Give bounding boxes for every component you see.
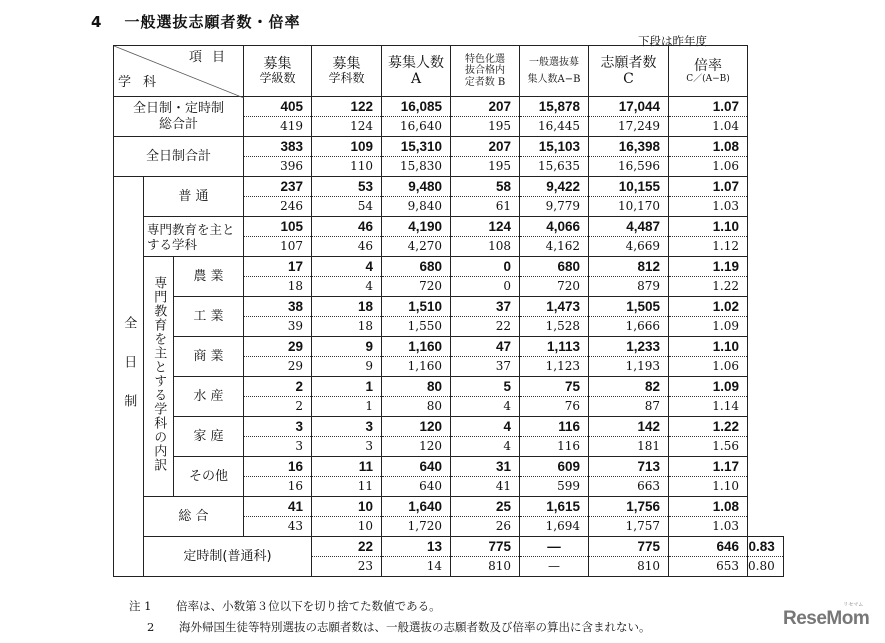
cell-senmon-cur-0: 105 [244, 217, 312, 237]
cell-futsu-prev-4: 9,779 [520, 197, 589, 217]
cell-suisan-prev-5: 87 [589, 397, 669, 417]
cell-kogyo-prev-1: 18 [312, 317, 382, 337]
cell-sonota-cur-3: 31 [451, 457, 520, 477]
cell-futsu-prev-6: 1.03 [669, 197, 748, 217]
cell-futsu-prev-1: 54 [312, 197, 382, 217]
cell-sonota-prev-6: 1.10 [669, 477, 748, 497]
cell-katei-prev-1: 3 [312, 437, 382, 457]
cell-shogyo-prev-0: 29 [244, 357, 312, 377]
cell-suisan-cur-6: 1.09 [669, 377, 748, 397]
cell-zen_total-cur-0: 383 [244, 137, 312, 157]
cell-katei-cur-5: 142 [589, 417, 669, 437]
cell-teiji-prev-6: 0.80 [748, 557, 784, 577]
cell-zen_teiji-cur-5: 17,044 [589, 97, 669, 117]
cell-nogyo-prev-0: 18 [244, 277, 312, 297]
col-classes: 募集 学級数 [244, 46, 312, 97]
cell-suisan-prev-2: 80 [382, 397, 451, 417]
cell-kogyo-cur-0: 38 [244, 297, 312, 317]
row-label-senmon: 専門教育を主とする学科 [144, 217, 244, 257]
cell-futsu-cur-5: 10,155 [589, 177, 669, 197]
cell-zen_teiji-cur-4: 15,878 [520, 97, 589, 117]
row-label-sogo: 総 合 [144, 497, 244, 537]
cell-sonota-cur-1: 11 [312, 457, 382, 477]
cell-zen_total-cur-3: 207 [451, 137, 520, 157]
cell-nogyo-cur-5: 812 [589, 257, 669, 277]
cell-zen_teiji-prev-1: 124 [312, 117, 382, 137]
cell-nogyo-prev-5: 879 [589, 277, 669, 297]
col-applicants-c: 志願者数 C [589, 46, 669, 97]
cell-suisan-cur-1: 1 [312, 377, 382, 397]
cell-senmon-prev-1: 46 [312, 237, 382, 257]
cell-teiji-cur-5: 646 [669, 537, 748, 557]
cell-kogyo-prev-2: 1,550 [382, 317, 451, 337]
cell-shogyo-cur-0: 29 [244, 337, 312, 357]
cell-teiji-cur-2: 775 [451, 537, 520, 557]
cell-shogyo-cur-6: 1.10 [669, 337, 748, 357]
cell-kogyo-prev-3: 22 [451, 317, 520, 337]
row-label-kogyo: 工 業 [174, 297, 244, 337]
cell-kogyo-prev-4: 1,528 [520, 317, 589, 337]
cell-teiji-prev-1: 14 [382, 557, 451, 577]
cell-teiji-cur-1: 13 [382, 537, 451, 557]
cell-nogyo-prev-1: 4 [312, 277, 382, 297]
cell-kogyo-cur-2: 1,510 [382, 297, 451, 317]
cell-teiji-prev-4: 810 [589, 557, 669, 577]
row-label-zen_total: 全日制合計 [114, 137, 244, 177]
cell-shogyo-cur-2: 1,160 [382, 337, 451, 357]
cell-futsu-cur-1: 53 [312, 177, 382, 197]
footnote-2: 2 海外帰国生徒等特別選抜の志願者数は、一般選抜の志願者数及び倍率の算出に含まれない。 [147, 620, 651, 634]
cell-suisan-cur-5: 82 [589, 377, 669, 397]
cell-senmon-cur-6: 1.10 [669, 217, 748, 237]
cell-shogyo-cur-5: 1,233 [589, 337, 669, 357]
cell-sogo-cur-1: 10 [312, 497, 382, 517]
cell-sonota-cur-4: 609 [520, 457, 589, 477]
cell-kogyo-cur-1: 18 [312, 297, 382, 317]
cell-katei-prev-4: 116 [520, 437, 589, 457]
cell-katei-cur-2: 120 [382, 417, 451, 437]
cell-sogo-cur-5: 1,756 [589, 497, 669, 517]
row-label-shogyo: 商 業 [174, 337, 244, 377]
cell-katei-prev-0: 3 [244, 437, 312, 457]
cell-futsu-prev-5: 10,170 [589, 197, 669, 217]
cell-shogyo-prev-3: 37 [451, 357, 520, 377]
cell-nogyo-cur-0: 17 [244, 257, 312, 277]
cell-sogo-prev-1: 10 [312, 517, 382, 537]
cell-suisan-cur-2: 80 [382, 377, 451, 397]
cell-zen_teiji-prev-3: 195 [451, 117, 520, 137]
cell-suisan-prev-0: 2 [244, 397, 312, 417]
cell-sogo-prev-0: 43 [244, 517, 312, 537]
col-capacity-a: 募集人数 A [382, 46, 451, 97]
table-row-shogyo-current [114, 337, 784, 357]
cell-sonota-prev-4: 599 [520, 477, 589, 497]
cell-zen_teiji-cur-0: 405 [244, 97, 312, 117]
cell-zen_total-cur-6: 1.08 [669, 137, 748, 157]
cell-nogyo-prev-4: 720 [520, 277, 589, 297]
cell-senmon-prev-6: 1.12 [669, 237, 748, 257]
section-title [91, 11, 300, 32]
cell-zen_total-prev-4: 15,635 [520, 157, 589, 177]
cell-kogyo-prev-6: 1.09 [669, 317, 748, 337]
cell-kogyo-cur-3: 37 [451, 297, 520, 317]
cell-katei-prev-5: 181 [589, 437, 669, 457]
table-row-kogyo-current [114, 297, 784, 317]
cell-zen_total-prev-5: 16,596 [589, 157, 669, 177]
table-row-suisan-current [114, 377, 784, 397]
cell-shogyo-prev-5: 1,193 [589, 357, 669, 377]
cell-teiji-prev-0: 23 [312, 557, 382, 577]
row-label-sonota: その他 [174, 457, 244, 497]
cell-katei-cur-1: 3 [312, 417, 382, 437]
cell-sonota-prev-3: 41 [451, 477, 520, 497]
section-title-text: 一般選抜志願者数・倍率 [124, 13, 301, 31]
cell-sogo-cur-4: 1,615 [520, 497, 589, 517]
section-number: 4 [91, 13, 103, 31]
cell-zen_total-cur-2: 15,310 [382, 137, 451, 157]
cell-futsu-cur-2: 9,480 [382, 177, 451, 197]
cell-nogyo-prev-2: 720 [382, 277, 451, 297]
cell-teiji-cur-0: 22 [312, 537, 382, 557]
row-label-zennichi: 全日制 [114, 177, 144, 577]
cell-futsu-cur-4: 9,422 [520, 177, 589, 197]
cell-sonota-cur-0: 16 [244, 457, 312, 477]
cell-zen_teiji-cur-1: 122 [312, 97, 382, 117]
cell-teiji-prev-2: 810 [451, 557, 520, 577]
applicants-table [113, 45, 784, 577]
cell-sogo-cur-0: 41 [244, 497, 312, 517]
cell-sogo-cur-2: 1,640 [382, 497, 451, 517]
cell-teiji-prev-3: — [520, 557, 589, 577]
table-row-nogyo-current [114, 257, 784, 277]
cell-shogyo-prev-4: 1,123 [520, 357, 589, 377]
cell-nogyo-cur-3: 0 [451, 257, 520, 277]
row-label-katei: 家 庭 [174, 417, 244, 457]
cell-suisan-prev-3: 4 [451, 397, 520, 417]
cell-katei-cur-3: 4 [451, 417, 520, 437]
row-label-zen_teiji: 全日制・定時制 総合計 [114, 97, 244, 137]
cell-zen_total-prev-2: 15,830 [382, 157, 451, 177]
table-row-teiji-current [114, 537, 784, 557]
table-row-katei-current [114, 417, 784, 437]
cell-suisan-cur-3: 5 [451, 377, 520, 397]
cell-sogo-cur-6: 1.08 [669, 497, 748, 517]
cell-suisan-prev-1: 1 [312, 397, 382, 417]
cell-senmon-cur-1: 46 [312, 217, 382, 237]
cell-futsu-prev-0: 246 [244, 197, 312, 217]
table-row-zen_teiji-current [114, 97, 784, 117]
cell-katei-prev-2: 120 [382, 437, 451, 457]
cell-senmon-prev-4: 4,162 [520, 237, 589, 257]
cell-senmon-cur-5: 4,487 [589, 217, 669, 237]
cell-zen_teiji-prev-0: 419 [244, 117, 312, 137]
cell-sogo-cur-3: 25 [451, 497, 520, 517]
corner-header [114, 46, 244, 97]
cell-suisan-prev-4: 76 [520, 397, 589, 417]
col-ratio: 倍率 C／(A−B) [669, 46, 748, 97]
cell-teiji-cur-6: 0.83 [748, 537, 784, 557]
cell-nogyo-prev-3: 0 [451, 277, 520, 297]
cell-nogyo-cur-4: 680 [520, 257, 589, 277]
cell-sonota-prev-5: 663 [589, 477, 669, 497]
cell-zen_teiji-prev-6: 1.04 [669, 117, 748, 137]
cell-senmon-prev-2: 4,270 [382, 237, 451, 257]
cell-senmon-cur-3: 124 [451, 217, 520, 237]
cell-senmon-prev-3: 108 [451, 237, 520, 257]
cell-katei-cur-4: 116 [520, 417, 589, 437]
cell-sogo-prev-4: 1,694 [520, 517, 589, 537]
row-label-senmon-breakdown: 専門教育を主とする学科の内訳 [144, 257, 174, 497]
cell-futsu-prev-3: 61 [451, 197, 520, 217]
cell-kogyo-prev-5: 1,666 [589, 317, 669, 337]
cell-sonota-prev-2: 640 [382, 477, 451, 497]
footnote-1: 注 1 倍率は、小数第３位以下を切り捨てた数値である。 [129, 599, 441, 613]
table-row-senmon-current [114, 217, 784, 237]
cell-senmon-cur-2: 4,190 [382, 217, 451, 237]
cell-futsu-cur-3: 58 [451, 177, 520, 197]
cell-shogyo-cur-1: 9 [312, 337, 382, 357]
cell-futsu-cur-0: 237 [244, 177, 312, 197]
row-label-nogyo: 農 業 [174, 257, 244, 297]
cell-zen_total-cur-4: 15,103 [520, 137, 589, 157]
col-departments: 募集 学科数 [312, 46, 382, 97]
cell-sonota-prev-1: 11 [312, 477, 382, 497]
lower-row-note: 下段は昨年度 [638, 34, 707, 48]
cell-zen_total-cur-1: 109 [312, 137, 382, 157]
cell-senmon-prev-5: 4,669 [589, 237, 669, 257]
cell-zen_teiji-prev-2: 16,640 [382, 117, 451, 137]
cell-kogyo-cur-6: 1.02 [669, 297, 748, 317]
resemom-logo: ReseMom リセマム [783, 602, 870, 629]
cell-kogyo-cur-4: 1,473 [520, 297, 589, 317]
table-row-futsu-current [114, 177, 784, 197]
col-special-b: 特色化選 抜合格内 定者数 B [451, 46, 520, 97]
cell-suisan-cur-0: 2 [244, 377, 312, 397]
cell-shogyo-prev-2: 1,160 [382, 357, 451, 377]
row-label-teiji: 定時制(普通科) [144, 537, 312, 577]
cell-shogyo-cur-4: 1,113 [520, 337, 589, 357]
cell-shogyo-prev-6: 1.06 [669, 357, 748, 377]
cell-futsu-cur-6: 1.07 [669, 177, 748, 197]
cell-katei-prev-3: 4 [451, 437, 520, 457]
cell-suisan-prev-6: 1.14 [669, 397, 748, 417]
cell-sogo-prev-3: 26 [451, 517, 520, 537]
cell-nogyo-prev-6: 1.22 [669, 277, 748, 297]
cell-kogyo-prev-0: 39 [244, 317, 312, 337]
corner-item-label: 項目 [188, 50, 235, 65]
cell-sonota-prev-0: 16 [244, 477, 312, 497]
cell-zen_teiji-cur-3: 207 [451, 97, 520, 117]
cell-zen_total-prev-3: 195 [451, 157, 520, 177]
cell-katei-cur-6: 1.22 [669, 417, 748, 437]
cell-nogyo-cur-6: 1.19 [669, 257, 748, 277]
cell-zen_total-prev-1: 110 [312, 157, 382, 177]
footnotes [129, 596, 651, 638]
col-general-capacity: 一般選抜募 集人数A−B [520, 46, 589, 97]
cell-zen_total-prev-0: 396 [244, 157, 312, 177]
cell-senmon-prev-0: 107 [244, 237, 312, 257]
cell-futsu-prev-2: 9,840 [382, 197, 451, 217]
cell-teiji-cur-3: — [520, 537, 589, 557]
cell-teiji-prev-5: 653 [669, 557, 748, 577]
cell-zen_total-prev-6: 1.06 [669, 157, 748, 177]
cell-zen_teiji-prev-5: 17,249 [589, 117, 669, 137]
cell-sogo-prev-2: 1,720 [382, 517, 451, 537]
header-row [114, 46, 784, 97]
corner-subject-label: 学科 [118, 75, 169, 91]
row-label-futsu: 普 通 [144, 177, 244, 217]
cell-sogo-prev-5: 1,757 [589, 517, 669, 537]
cell-sonota-cur-2: 640 [382, 457, 451, 477]
cell-suisan-cur-4: 75 [520, 377, 589, 397]
cell-sogo-prev-6: 1.03 [669, 517, 748, 537]
cell-zen_teiji-cur-2: 16,085 [382, 97, 451, 117]
cell-senmon-cur-4: 4,066 [520, 217, 589, 237]
cell-nogyo-cur-1: 4 [312, 257, 382, 277]
table-row-sogo-current [114, 497, 784, 517]
cell-shogyo-prev-1: 9 [312, 357, 382, 377]
cell-sonota-cur-6: 1.17 [669, 457, 748, 477]
cell-teiji-cur-4: 775 [589, 537, 669, 557]
cell-zen_teiji-prev-4: 16,445 [520, 117, 589, 137]
table-row-sonota-current [114, 457, 784, 477]
table-row-zen_total-current [114, 137, 784, 157]
cell-katei-prev-6: 1.56 [669, 437, 748, 457]
cell-katei-cur-0: 3 [244, 417, 312, 437]
cell-sonota-cur-5: 713 [589, 457, 669, 477]
cell-shogyo-cur-3: 47 [451, 337, 520, 357]
cell-zen_teiji-cur-6: 1.07 [669, 97, 748, 117]
cell-nogyo-cur-2: 680 [382, 257, 451, 277]
cell-kogyo-cur-5: 1,505 [589, 297, 669, 317]
cell-zen_total-cur-5: 16,398 [589, 137, 669, 157]
row-label-suisan: 水 産 [174, 377, 244, 417]
